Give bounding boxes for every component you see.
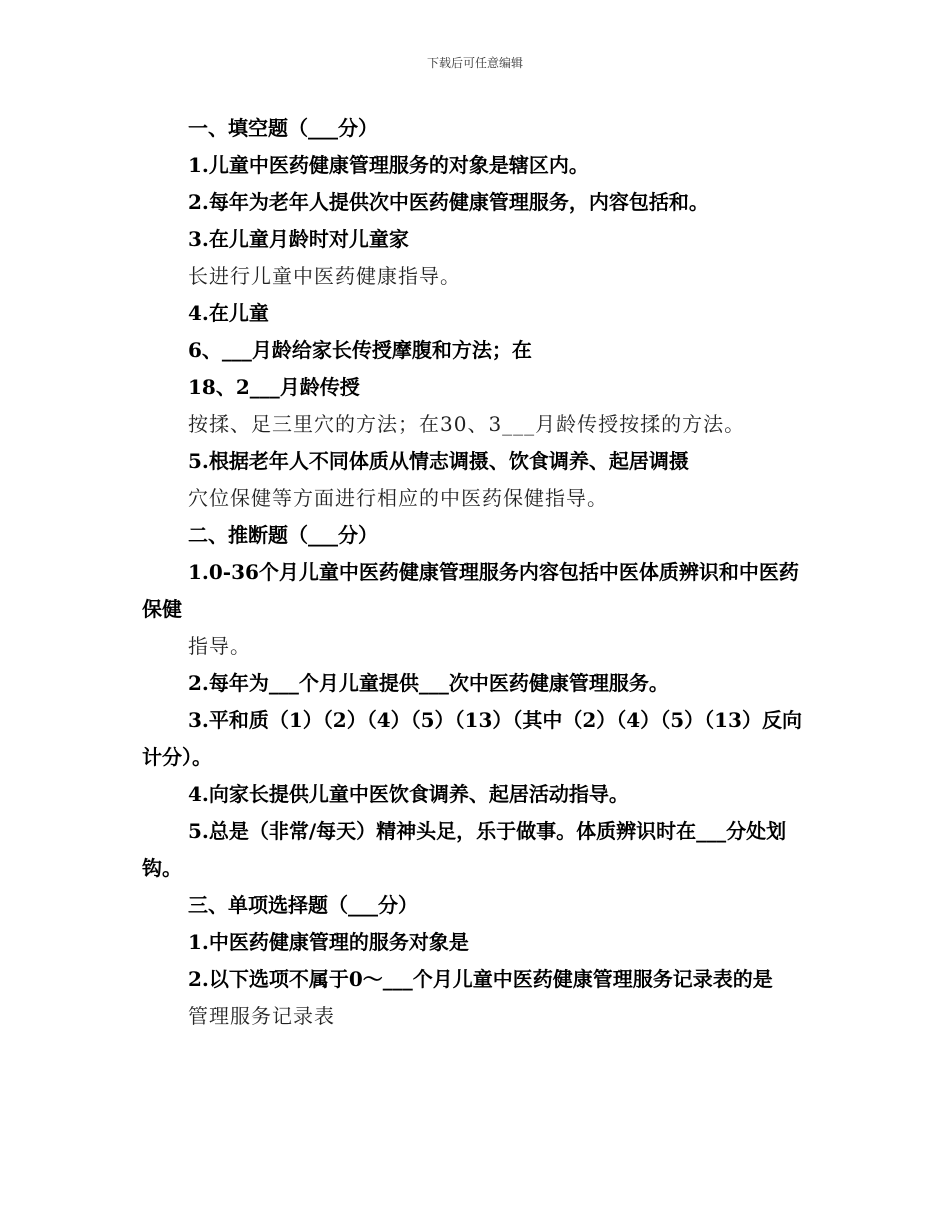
question-line: 18、2___月龄传授 xyxy=(188,375,360,399)
answer-line: 长进行儿童中医药健康指导。 xyxy=(188,264,461,288)
question-line: 4.向家长提供儿童中医饮食调养、起居活动指导。 xyxy=(188,782,629,806)
section-heading-single-choice: 三、单项选择题（___分） xyxy=(188,893,418,917)
question-line: 3.平和质（1）（2）（4）（5）（13）（其中（2）（4）（5）（13）反向计分）。 xyxy=(142,708,802,769)
section-heading-judgement: 二、推断题（___分） xyxy=(188,523,378,547)
section-heading-fill-blank: 一、填空题（___分） xyxy=(188,116,378,140)
answer-line: 按揉、足三里穴的方法；在30、3___月龄传授按揉的方法。 xyxy=(188,412,746,436)
question-line: 1.0-36个月儿童中医药健康管理服务内容包括中医体质辨识和中医药保健 xyxy=(142,560,799,621)
question-line: 2.每年为老年人提供次中医药健康管理服务，内容包括和。 xyxy=(188,190,709,214)
question-line: 5.根据老年人不同体质从情志调摄、饮食调养、起居调摄 xyxy=(188,449,689,473)
question-line: 1.中医药健康管理的服务对象是 xyxy=(188,930,469,954)
answer-line: 穴位保健等方面进行相应的中医药保健指导。 xyxy=(188,486,608,510)
question-line: 1.儿童中医药健康管理服务的对象是辖区内。 xyxy=(188,153,589,177)
question-line: 3.在儿童月龄时对儿童家 xyxy=(188,227,409,251)
question-line: 5.总是（非常/每天）精神头足，乐于做事。体质辨识时在___分处划钩。 xyxy=(142,819,787,880)
question-line: 4.在儿童 xyxy=(188,301,269,325)
question-line: 2.以下选项不属于0～___个月儿童中医药健康管理服务记录表的是 xyxy=(188,967,773,991)
document-body xyxy=(142,110,818,1035)
question-line: 2.每年为___个月儿童提供___次中医药健康管理服务。 xyxy=(188,671,669,695)
answer-line: 指导。 xyxy=(188,634,251,658)
question-line: 6、___月龄给家长传授摩腹和方法；在 xyxy=(188,338,532,362)
answer-line: 管理服务记录表 xyxy=(188,1004,335,1028)
header-note: 下载后可任意编辑 xyxy=(426,56,523,70)
